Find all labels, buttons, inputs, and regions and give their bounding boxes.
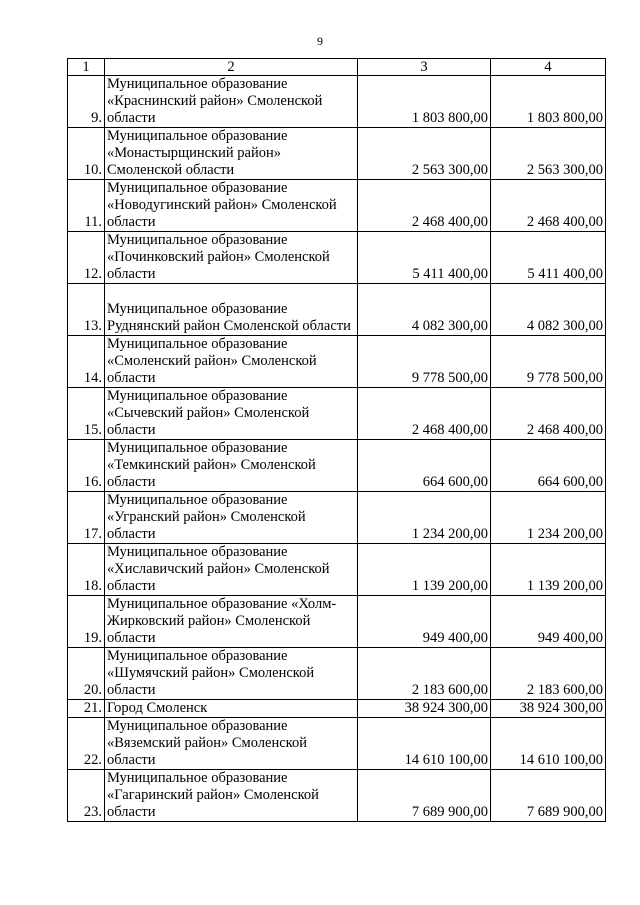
table-row [68,492,606,544]
table-row [68,128,606,180]
amount-col-3: 2 563 300,00 [358,128,491,180]
municipality-name: Город Смоленск [105,700,358,718]
header-col-2: 2 [105,59,358,76]
table-row [68,284,606,336]
row-number: 19. [68,596,105,648]
amount-col-4: 949 400,00 [491,596,606,648]
amount-col-4: 1 803 800,00 [491,76,606,128]
municipality-name: Муниципальное образование «Шумячский район» Смоленской области [105,648,358,700]
header-col-4: 4 [491,59,606,76]
row-number: 13. [68,284,105,336]
amount-col-4: 2 563 300,00 [491,128,606,180]
amount-col-3: 949 400,00 [358,596,491,648]
municipality-name: Муниципальное образование «Смоленский район» Смоленской области [105,336,358,388]
amount-col-3: 1 139 200,00 [358,544,491,596]
amount-col-4: 4 082 300,00 [491,284,606,336]
row-number: 11. [68,180,105,232]
amount-col-4: 1 234 200,00 [491,492,606,544]
amount-col-3: 1 234 200,00 [358,492,491,544]
table-row [68,388,606,440]
row-number: 18. [68,544,105,596]
table-row [68,440,606,492]
municipality-name: Муниципальное образование «Гагаринский район» Смоленской области [105,770,358,822]
row-number: 16. [68,440,105,492]
data-table [67,58,606,822]
amount-col-3: 14 610 100,00 [358,718,491,770]
row-number: 22. [68,718,105,770]
amount-col-3: 38 924 300,00 [358,700,491,718]
amount-col-4: 2 468 400,00 [491,180,606,232]
table-row [68,544,606,596]
amount-col-3: 4 082 300,00 [358,284,491,336]
amount-col-3: 1 803 800,00 [358,76,491,128]
municipality-name: Муниципальное образование «Хиславичский район» Смоленской области [105,544,358,596]
municipality-name: Муниципальное образование «Угранский район» Смоленской области [105,492,358,544]
amount-col-4: 1 139 200,00 [491,544,606,596]
amount-col-4: 38 924 300,00 [491,700,606,718]
amount-col-4: 7 689 900,00 [491,770,606,822]
table-row [68,76,606,128]
amount-col-3: 7 689 900,00 [358,770,491,822]
municipality-name: Муниципальное образование «Вяземский район» Смоленской области [105,718,358,770]
municipality-name: Муниципальное образование «Новодугинский район» Смоленской области [105,180,358,232]
header-col-1: 1 [68,59,105,76]
table-row [68,180,606,232]
amount-col-3: 5 411 400,00 [358,232,491,284]
row-number: 23. [68,770,105,822]
amount-col-4: 664 600,00 [491,440,606,492]
row-number: 17. [68,492,105,544]
table-row [68,232,606,284]
amount-col-3: 664 600,00 [358,440,491,492]
municipality-name: Муниципальное образование «Темкинский район» Смоленской области [105,440,358,492]
municipality-name: Муниципальное образование «Холм-Жирковский район» Смоленской области [105,596,358,648]
amount-col-4: 2 183 600,00 [491,648,606,700]
table-row [68,718,606,770]
municipality-name: Муниципальное образование «Монастырщинский район» Смоленской области [105,128,358,180]
table-body [68,76,606,822]
amount-col-3: 2 468 400,00 [358,388,491,440]
municipality-name: Муниципальное образование «Краснинский район» Смоленской области [105,76,358,128]
table-row [68,770,606,822]
table-row [68,336,606,388]
header-col-3: 3 [358,59,491,76]
table-row [68,648,606,700]
table-header [68,59,606,76]
amount-col-3: 9 778 500,00 [358,336,491,388]
amount-col-3: 2 468 400,00 [358,180,491,232]
row-number: 14. [68,336,105,388]
row-number: 21. [68,700,105,718]
row-number: 12. [68,232,105,284]
municipality-name: Муниципальное образование Руднянский район Смоленской области [105,284,358,336]
amount-col-4: 5 411 400,00 [491,232,606,284]
row-number: 20. [68,648,105,700]
amount-col-4: 14 610 100,00 [491,718,606,770]
page-number: 9 [317,34,323,48]
header-row [68,59,606,76]
municipality-name: Муниципальное образование «Починковский район» Смоленской области [105,232,358,284]
table-row [68,596,606,648]
amount-col-3: 2 183 600,00 [358,648,491,700]
table-row [68,700,606,718]
amount-col-4: 2 468 400,00 [491,388,606,440]
row-number: 15. [68,388,105,440]
municipality-name: Муниципальное образование «Сычевский район» Смоленской области [105,388,358,440]
row-number: 9. [68,76,105,128]
row-number: 10. [68,128,105,180]
amount-col-4: 9 778 500,00 [491,336,606,388]
